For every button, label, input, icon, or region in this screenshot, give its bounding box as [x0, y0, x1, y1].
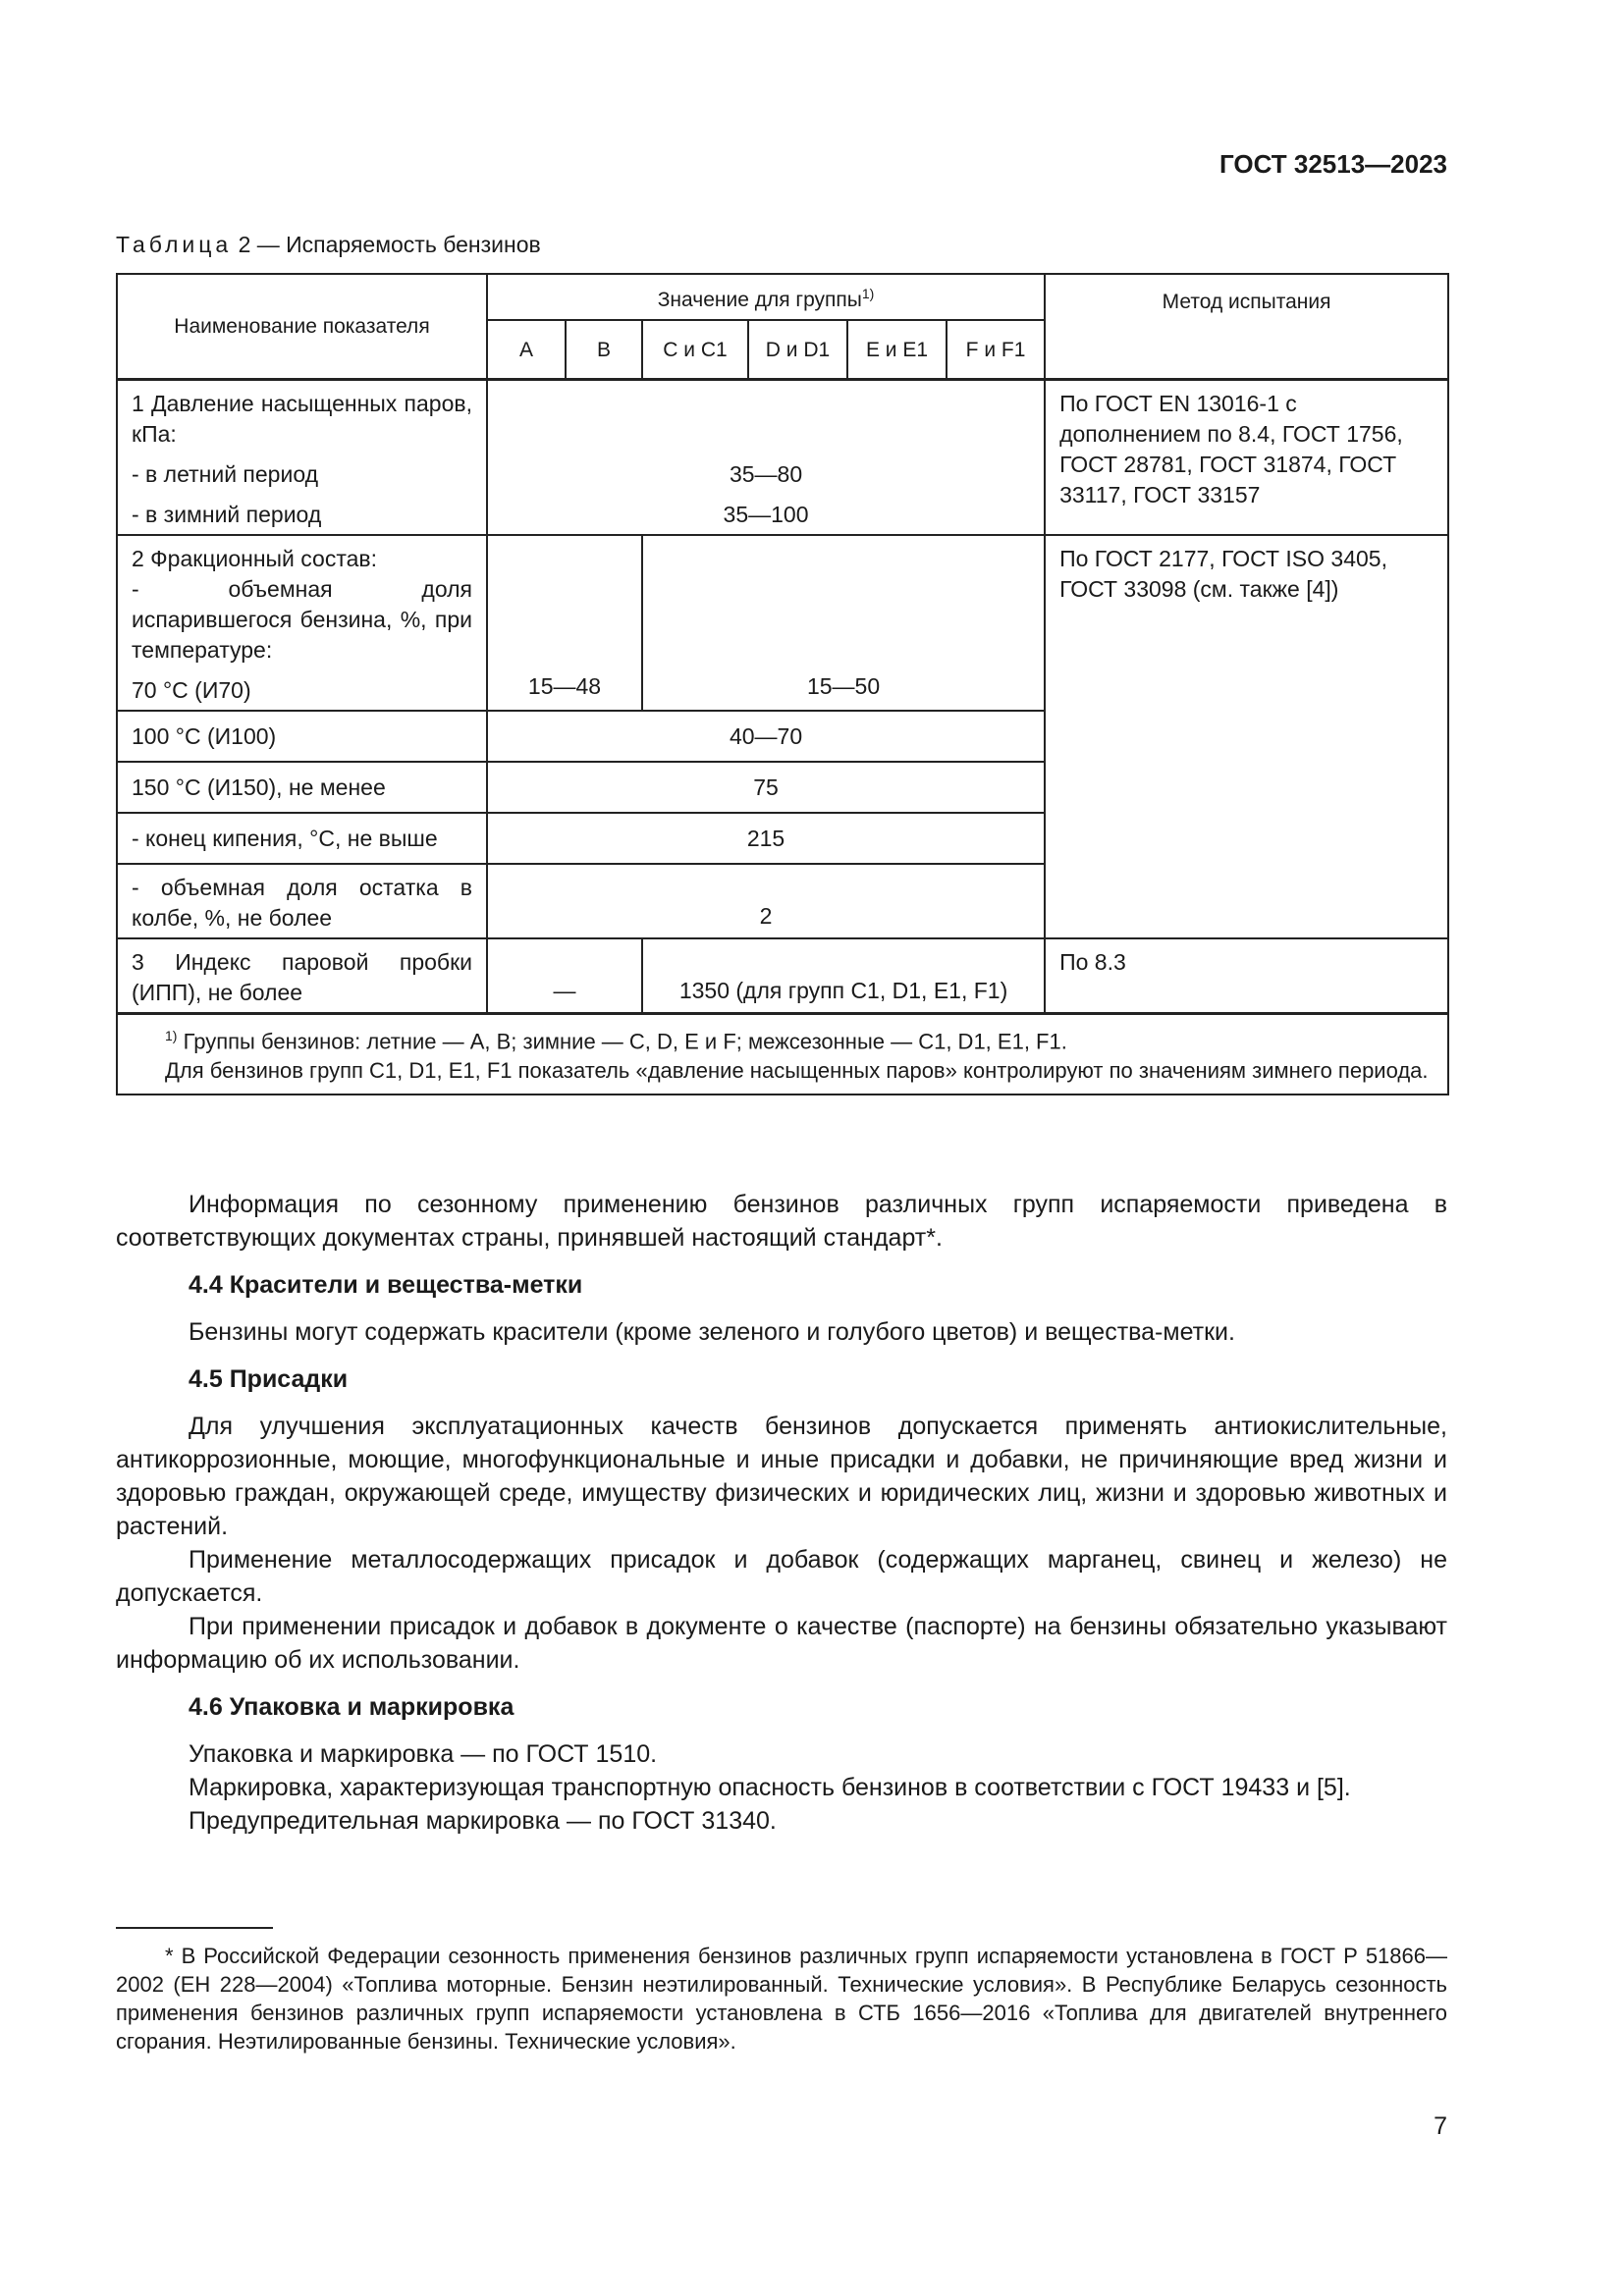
row2-residue-val: 2	[487, 864, 1045, 938]
row2-boil: - конец кипения, °С, не выше	[117, 813, 487, 864]
page-number: 7	[1434, 2112, 1447, 2140]
paragraph-4-4: Бензины могут содержать красители (кроме зеленого и голубого цветов) и вещества-метки.	[189, 1318, 1235, 1346]
paragraph-4-5-b: Применение металлосодержащих присадок и добавок (содержащих марганец, свинец и железо) не допускается.	[116, 1546, 1447, 1607]
table-header-row	[117, 274, 1448, 320]
heading-4-4: 4.4 Красители и вещества-метки	[189, 1271, 583, 1299]
row2-t150: 150 °С (И150), не менее	[117, 762, 487, 813]
row2-t100: 100 °С (И100)	[117, 711, 487, 762]
table-caption-title: 2 — Испаряемость бензинов	[232, 232, 541, 257]
row2-method: По ГОСТ 2177, ГОСТ ISO 3405, ГОСТ 33098 (см. также [4])	[1045, 535, 1448, 938]
row3-method: По 8.3	[1045, 938, 1448, 1014]
group-a: А	[487, 320, 566, 380]
body-text	[116, 1188, 1447, 1838]
page-footnote: * В Российской Федерации сезонность применения бензинов различных групп испаряемости установлена в ГОСТ Р 51866—2002 (ЕН 228—2004) «Топлива моторные. Бензин неэтилированный. Технические условия». В Республике Беларусь сезонность применения бензинов различных групп испаряемости установлена в СТБ 1656—2016 «Топлива для двигателей внутреннего сгорания. Неэтилированные бензины. Технические условия».	[116, 1944, 1447, 2054]
table-footnote	[117, 1014, 1448, 1095]
row2-t70: 70 °С (И70)	[132, 677, 251, 703]
paragraph-4-5-a: Для улучшения эксплуатационных качеств бензинов допускается применять антиокислительные, антикоррозионные, моющие, многофункциональные и иные присадки и добавки, не причиняющие вред жизни и здоровью граждан, окружающей среде, имуществу физических и юридических лиц, жизни и здоровью животных и растений.	[116, 1413, 1447, 1540]
group-f: F и F1	[947, 320, 1045, 380]
row2-t70-ab: 15—48	[487, 535, 642, 711]
row1-values	[487, 380, 1045, 536]
table-row	[117, 380, 1448, 536]
table-footnote-line2: Для бензинов групп С1, D1, E1, F1 показатель «давление насыщенных паров» контролируют по значениям зимнего периода.	[165, 1058, 1429, 1084]
paragraph-info: Информация по сезонному применению бензинов различных групп испаряемости приведена в соответствующих документах страны, принявшей настоящий стандарт*.	[116, 1191, 1447, 1252]
volatility-table	[116, 273, 1449, 1095]
row1-name: 1 Давление насыщенных паров, кПа: - в летний период - в зимний период	[117, 380, 487, 536]
row1-val-summer: 35—80	[729, 461, 803, 487]
paragraph-4-6-a: Упаковка и маркировка — по ГОСТ 1510.	[189, 1740, 658, 1768]
row2-t150-val: 75	[487, 762, 1045, 813]
table-row	[117, 535, 1448, 711]
header-test-method: Метод испытания	[1045, 274, 1448, 380]
header-indicator-name: Наименование показателя	[117, 274, 487, 380]
row3-rest: 1350 (для групп С1, D1, Е1, F1)	[642, 938, 1045, 1014]
row3-ab: —	[487, 938, 642, 1014]
row1-sub-summer: - в летний период	[132, 461, 319, 487]
row1-val-winter: 35—100	[723, 502, 809, 527]
table-row	[117, 938, 1448, 1014]
row3-name: 3 Индекс паровой пробки (ИПП), не более	[117, 938, 487, 1014]
table-caption-word: Таблица	[116, 232, 233, 257]
row1-method: По ГОСТ EN 13016-1 с дополнением по 8.4, ГОСТ 1756, ГОСТ 28781, ГОСТ 31874, ГОСТ 33117, ГОСТ 33157	[1045, 380, 1448, 536]
table-caption	[116, 232, 541, 258]
paragraph-4-5-c: При применении присадок и добавок в документе о качестве (паспорте) на бензины обязательно указывают информацию об их использовании.	[116, 1613, 1447, 1674]
document-id: ГОСТ 32513—2023	[1219, 149, 1447, 179]
heading-4-6: 4.6 Упаковка и маркировка	[189, 1693, 514, 1721]
table-footnote-line1: $^{1)}$ Группы бензинов: летние — А, В; зимние — С, D, E и F; межсезонные — С1, D1, E1, F1.	[165, 1028, 1067, 1054]
row2-boil-val: 215	[487, 813, 1045, 864]
heading-4-5: 4.5 Присадки	[189, 1365, 349, 1393]
row2-name: 2 Фракционный состав: - объемная доля испарившегося бензина, %, при температуре: 70 °С (И70)	[117, 535, 487, 711]
group-c: С и С1	[642, 320, 748, 380]
row2-sub-intro: - объемная доля испарившегося бензина, %, при температуре:	[132, 576, 472, 663]
group-d: D и D1	[748, 320, 847, 380]
footnote-divider	[116, 1927, 273, 1929]
group-b: В	[566, 320, 642, 380]
paragraph-4-6-c: Предупредительная маркировка — по ГОСТ 31340.	[189, 1807, 777, 1835]
header-group-value: Значение для группы$^{1)}$	[487, 274, 1045, 320]
row2-t100-val: 40—70	[487, 711, 1045, 762]
table-footnote-row	[117, 1014, 1448, 1095]
row2-t70-rest: 15—50	[642, 535, 1045, 711]
row2-residue: - объемная доля остатка в колбе, %, не более	[117, 864, 487, 938]
row1-sub-winter: - в зимний период	[132, 502, 322, 527]
group-e: Е и Е1	[847, 320, 947, 380]
paragraph-4-6-b: Маркировка, характеризующая транспортную опасность бензинов в соответствии с ГОСТ 19433 и [5].	[189, 1774, 1351, 1801]
